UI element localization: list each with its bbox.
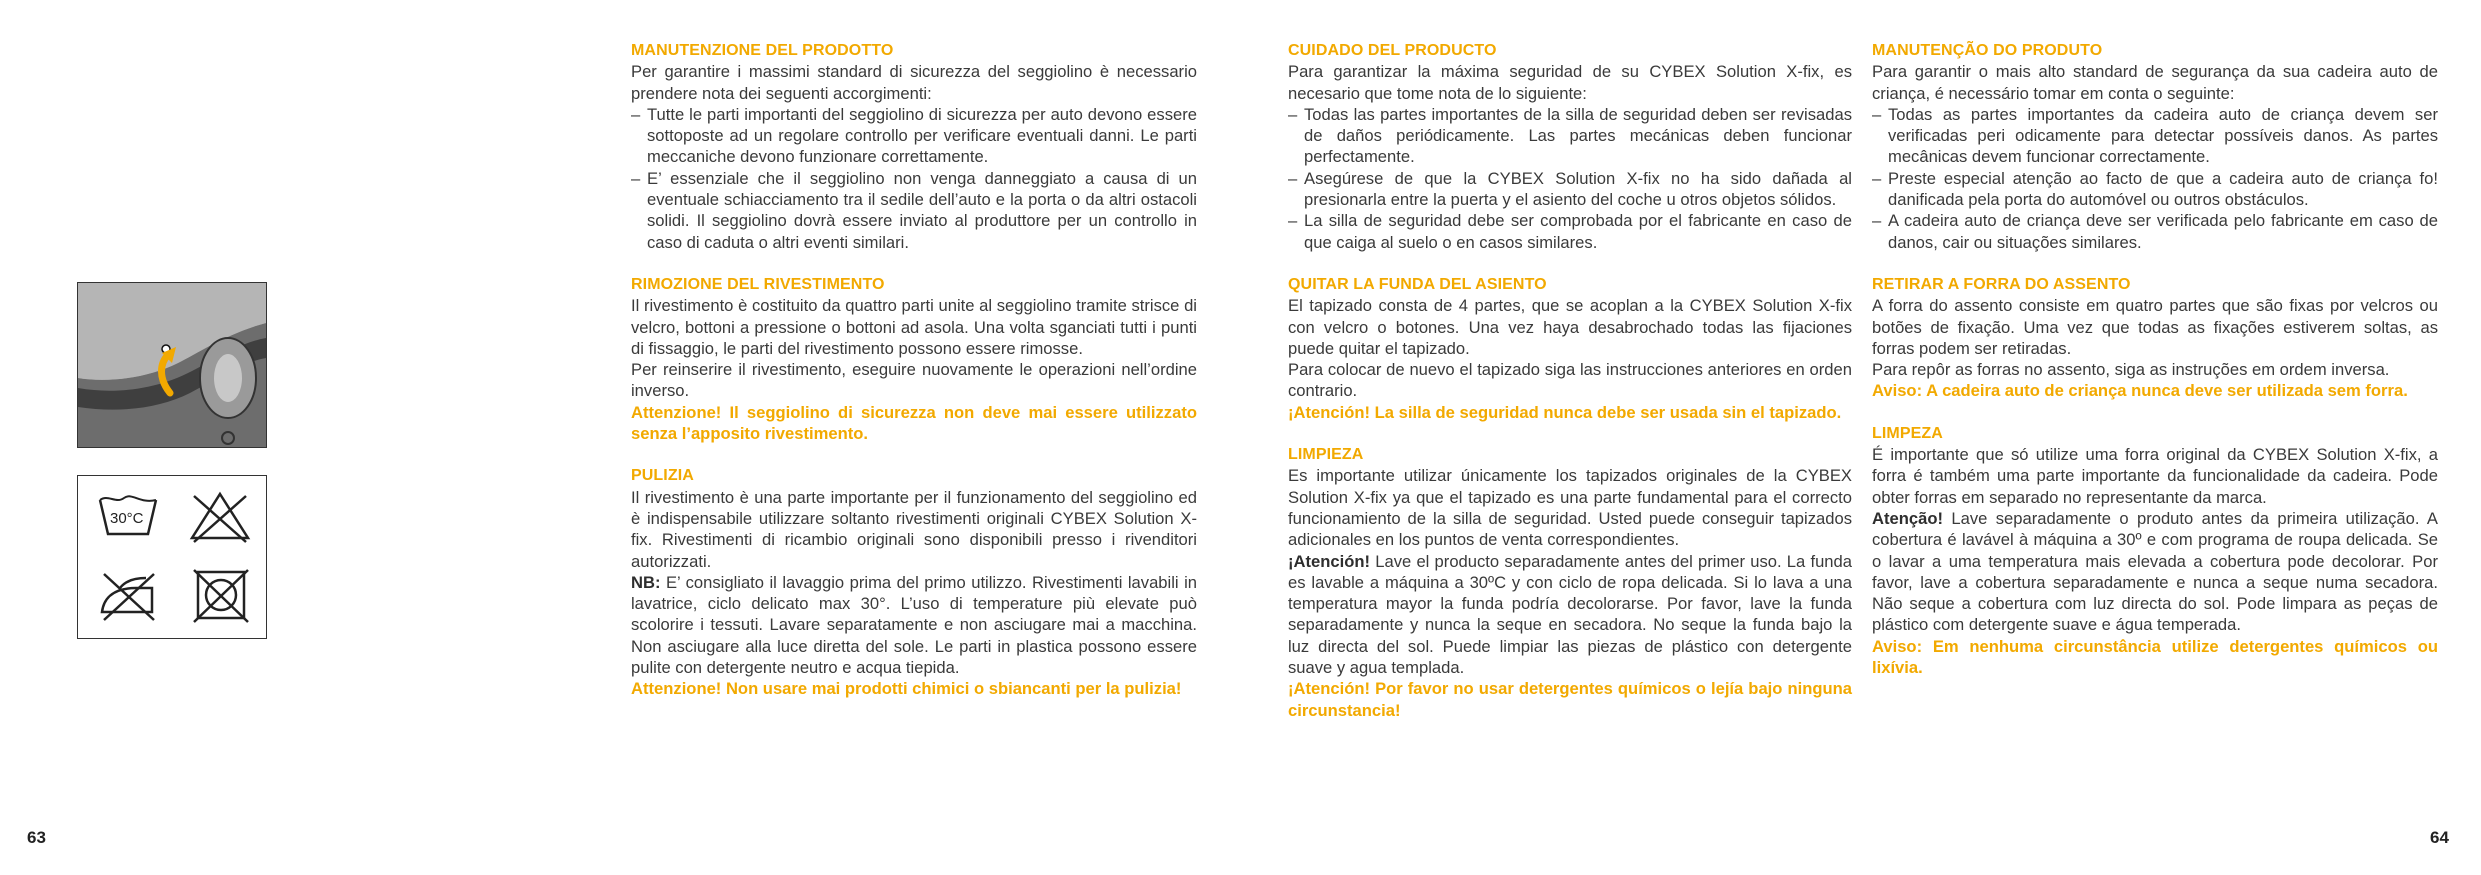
section-title: QUITAR LA FUNDA DEL ASIENTO xyxy=(1288,275,1547,293)
note-text: E’ consigliato il lavaggio prima del primo utilizzo. Rivestimenti lavabili in lavatrice, ciclo delicato max 30°. L’uso di temperature più elevate può scolorire i tessuti. Lavare separatamente e non asciugare mai a macchina. Non asciugare alla luce diretta del sole. Le parti in plastica possono essere pulite con detergente neutro e acqua tiepida. xyxy=(631,572,1197,678)
attention-text: Lave separadamente o produto antes da primeira utilização. A cobertura é lavável à máquina a 30º e com programa de roupa delicada. Se o lavar a uma temperatura mais elevada a cobertura pode decolorar. Por favor, lave a cobertura separadamente e nunca a seque numa secadora. Não seque a cobertura com luz directa do sol. Pode limpara as peças de plástico com detergente suave e água temperada. xyxy=(1872,508,2438,635)
paragraph: El tapizado consta de 4 partes, que se acoplan a la CYBEX Solution X-fix con velcro o botones. Una vez haya desabrochado todas las fijaciones puede quitar el tapizado. xyxy=(1288,296,1852,358)
warning-text: Aviso: Em nenhuma circunstância utilize detergentes químicos ou lixívia. xyxy=(1872,636,2438,678)
portuguese-cover-removal-section xyxy=(1872,274,2438,402)
bullet-list xyxy=(1872,104,2438,253)
section-title: LIMPEZA xyxy=(1872,424,1943,442)
section-title: RETIRAR A FORRA DO ASSENTO xyxy=(1872,275,2131,293)
portuguese-maintenance-section xyxy=(1872,40,2438,253)
list-item: – La silla de seguridad debe ser comprobada por el fabricante en caso de que caiga al suelo o en casos similares. xyxy=(1288,210,1852,253)
section-title: MANUTENZIONE DEL PRODOTTO xyxy=(631,42,894,59)
portuguese-column xyxy=(1872,40,2438,699)
warning-text: ¡Atención! La silla de seguridad nunca debe ser usada sin el tapizado. xyxy=(1288,402,1842,422)
attention-label: Atenção! xyxy=(1872,508,1943,528)
no-iron-icon xyxy=(96,568,160,624)
paragraph: Es importante utilizar únicamente los tapizados originales de la CYBEX Solution X-fix ya que el tapizado es una parte fundamental para el correcto funcionamiento de la silla de seguridad. Usted puede conseguir tapizados adicionales en los puntos de venta correspondientes. xyxy=(1288,466,1852,550)
section-title: RIMOZIONE DEL RIVESTIMENTO xyxy=(631,275,885,293)
italian-cleaning-section xyxy=(631,465,1197,699)
cover-removal-illustration xyxy=(77,282,267,448)
paragraph: Il rivestimento è una parte importante per il funzionamento del seggiolino ed è indispensabile utilizzare soltanto rivestimenti originali CYBEX Solution X-fix. Rivestimenti di ricambio originali sono disponibili presso i rivenditori autorizzati. xyxy=(631,487,1197,571)
list-item: – Asegúrese de que la CYBEX Solution X-fix no ha sido dañada al presionarla entre la puerta y el asiento del coche u otros objetos sólidos. xyxy=(1288,168,1852,211)
list-item: – E’ essenziale che il seggiolino non venga danneggiato a causa di un eventuale schiacciamento tra il sedile dell’auto e la porta o da altri ostacoli solidi. Il seggiolino dovrà essere inviato al produttore per un controllo in caso di caduta o altri eventi similari. xyxy=(631,168,1197,253)
spanish-care-section xyxy=(1288,40,1852,253)
list-item: – Todas as partes importantes da cadeira auto de criança devem ser verificadas peri odicamente para detectar possíveis danos. As partes mecânicas devem funcionar correctamente. xyxy=(1872,104,2438,168)
page-number-right: 64 xyxy=(2430,828,2449,847)
paragraph xyxy=(631,572,1197,678)
attention-label: ¡Atención! xyxy=(1288,551,1371,571)
spanish-column xyxy=(1288,40,1852,742)
section-title: PULIZIA xyxy=(631,467,694,485)
list-item: – Todas las partes importantes de la silla de seguridad deben ser revisadas de daños periódicamente. Las partes mecánicas deben funcionar perfectamente. xyxy=(1288,104,1852,168)
list-item: – A cadeira auto de criança deve ser verificada pelo fabricante em caso de danos, cair ou situações similares. xyxy=(1872,210,2438,253)
spanish-cover-removal-section xyxy=(1288,274,1852,423)
section-title: LIMPIEZA xyxy=(1288,446,1364,464)
italian-column xyxy=(631,40,1197,721)
italian-maintenance-section xyxy=(631,40,1197,253)
page-number-left: 63 xyxy=(27,828,46,847)
cover-removal-drawing xyxy=(78,283,266,447)
list-item: – Tutte le parti importanti del seggiolino di sicurezza per auto devono essere sottoposte ad un regolare controllo per verificare eventuali danni. Le parti meccaniche devono funzionare correttamente. xyxy=(631,104,1197,168)
paragraph: Per reinserire il rivestimento, eseguire nuovamente le operazioni nell’ordine inverso. xyxy=(631,360,1197,401)
section-title: MANUTENÇÃO DO PRODUTO xyxy=(1872,42,2103,59)
warning-text: Attenzione! Il seggiolino di sicurezza non deve mai essere utilizzato senza l’apposito rivestimento. xyxy=(631,402,1197,444)
list-item: – Preste especial atenção ao facto de que a cadeira auto de criança fo! danificada pela porta do automóvel ou outros obstáculos. xyxy=(1872,168,2438,211)
paragraph: Para garantir o mais alto standard de segurança da sua cadeira auto de criança, é necessário tomar em conta o seguinte: xyxy=(1872,62,2438,103)
warning-text: Aviso: A cadeira auto de criança nunca deve ser utilizada sem forra. xyxy=(1872,381,2408,401)
warning-text: Attenzione! Non usare mai prodotti chimici o sbiancanti per la pulizia! xyxy=(631,679,1182,699)
paragraph: Il rivestimento è costituito da quattro parti unite al seggiolino tramite strisce di velcro, bottoni a pressione o bottoni ad asola. Una volta sganciati tutti i punti di fissaggio, le parti del rivestimento possono essere rimosse. xyxy=(631,296,1197,358)
paragraph xyxy=(1872,508,2438,636)
bullet-list xyxy=(1288,104,1852,253)
wash-temperature-label: 30°C xyxy=(110,510,144,527)
paragraph: Para repôr as forras no assento, siga as instruções em ordem inversa. xyxy=(1872,360,2390,380)
wash-30-icon xyxy=(96,490,160,546)
section-title: CUIDADO DEL PRODUCTO xyxy=(1288,42,1497,59)
warning-text: ¡Atención! Por favor no usar detergentes químicos o lejía bajo ninguna circunstancia! xyxy=(1288,679,1852,720)
paragraph: Para garantizar la máxima seguridad de su CYBEX Solution X-fix, es necesario que tome nota de lo siguiente: xyxy=(1288,62,1852,103)
care-symbols-panel xyxy=(77,475,267,639)
paragraph xyxy=(1288,551,1852,679)
portuguese-cleaning-section xyxy=(1872,423,2438,679)
paragraph: Per garantire i massimi standard di sicurezza del seggiolino è necessario prendere nota dei seguenti accorgimenti: xyxy=(631,62,1197,103)
note-label: NB: xyxy=(631,572,661,592)
spanish-cleaning-section xyxy=(1288,444,1852,721)
italian-cover-removal-section xyxy=(631,274,1197,444)
paragraph: A forra do assento consiste em quatro partes que são fixas por velcros ou botões de fixação. Uma vez que todas as fixações estiverem soltas, as forras podem ser retiradas. xyxy=(1872,296,2438,358)
paragraph: É importante que só utilize uma forra original da CYBEX Solution X-fix, a forra é também uma parte importante da funcionalidade da cadeira. Pode obter forras em separado no representante da marca. xyxy=(1872,445,2438,507)
no-bleach-icon xyxy=(188,488,252,544)
attention-text: Lave el producto separadamente antes del primer uso. La funda es lavable a máquina a 30ºC y con ciclo de ropa delicada. Si lo lava a una temperatura mayor la funda podría decolorarse. Por favor, lave la funda separadamente y nunca la seque en secadora. No seque la funda bajo la luz directa del sol. Puede limpiar las piezas de plástico con detergente suave y agua templada. xyxy=(1288,551,1852,678)
no-tumble-dry-icon xyxy=(188,568,252,624)
bullet-list xyxy=(631,104,1197,253)
paragraph: Para colocar de nuevo el tapizado siga las instrucciones anteriores en orden contrario. xyxy=(1288,360,1852,401)
